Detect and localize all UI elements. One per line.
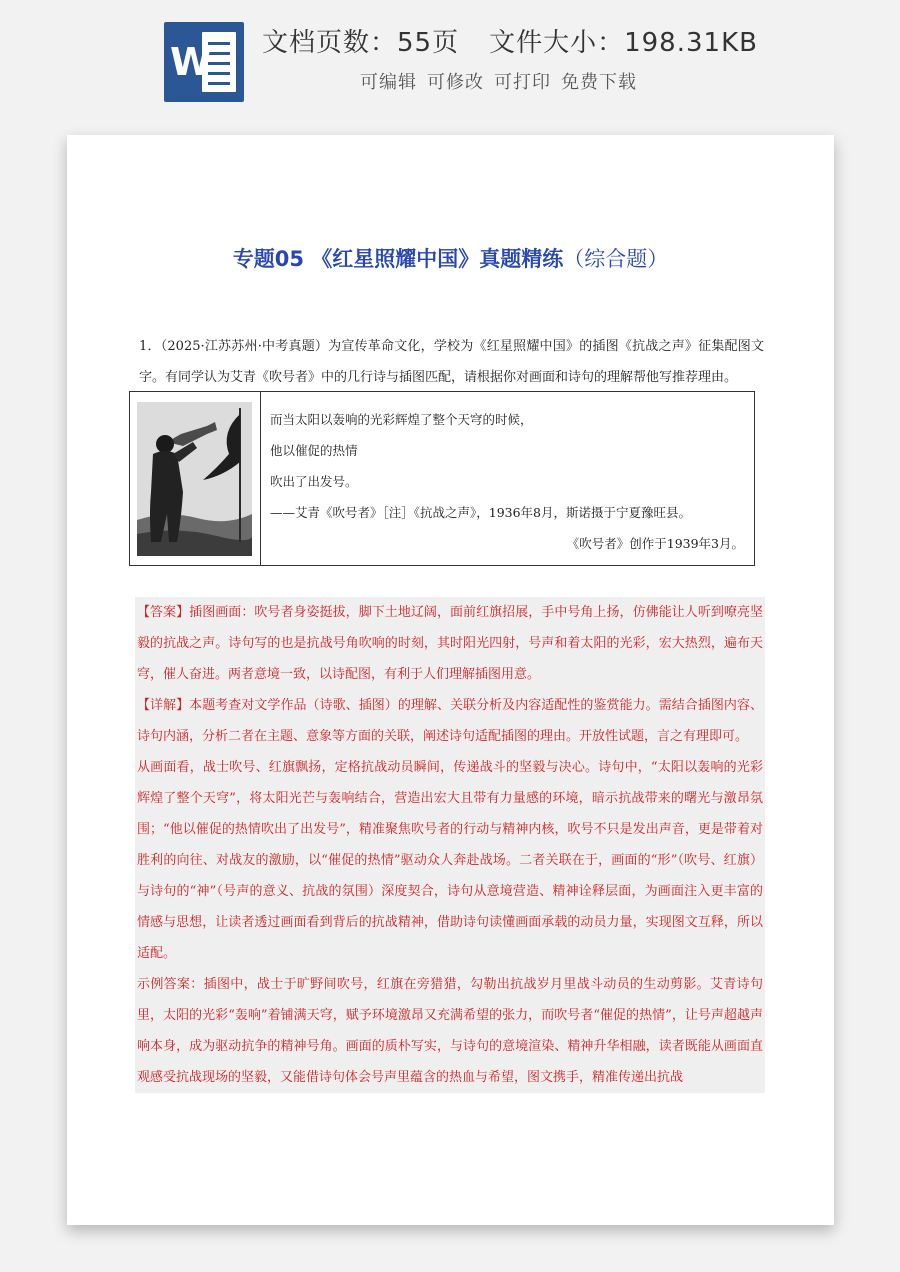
document-page — [67, 135, 834, 1225]
poem-figure-box — [129, 391, 755, 566]
file-meta — [262, 22, 758, 59]
feature-printable: 可打印 — [494, 72, 551, 93]
poem-text — [270, 404, 744, 559]
poem-note: 《吹号者》创作于1939年3月。 — [566, 536, 744, 551]
poem-line: 而当太阳以轰响的光彩辉煌了整个天穹的时候， — [270, 412, 533, 427]
answer-paragraph: 【答案】插图画面：吹号者身姿挺拔，脚下土地辽阔，面前红旗招展，手中号角上扬，仿佛能让人听到嘹亮坚毅的抗战之声。诗句写的也是抗战号角吹响的时刻，其时阳光四射，号声和着太阳的光彩，宏大热烈，遍布天穹，催人奋进。两者意境一致，以诗配图，有利于人们理解插图用意。 — [135, 597, 765, 690]
feature-list — [360, 68, 637, 94]
file-size: 文件大小：198.31KB — [489, 28, 758, 58]
word-doc-icon — [164, 22, 244, 102]
download-banner — [0, 0, 900, 120]
figure-cell — [130, 392, 261, 565]
title-sub: （综合题） — [563, 247, 669, 271]
page-count: 文档页数：55页 — [262, 28, 460, 58]
analysis-paragraph: 从画面看，战士吹号、红旗飘扬，定格抗战动员瞬间，传递战斗的坚毅与决心。诗句中，“太阳以轰响的光彩辉煌了整个天穹”，将太阳光芒与轰响结合，营造出宏大且带有力量感的环境，暗示抗战带来的曙光与激昂氛围；“他以催促的热情吹出了出发号”，精准聚焦吹号者的行动与精神内核，吹号不只是发出声音，更是带着对胜利的向往、对战友的激励，以“催促的热情”驱动众人奔赴战场。二者关联在于，画面的“形”（吹号、红旗）与诗句的“神”（号声的意义、抗战的氛围）深度契合，诗句从意境营造、精神诠释层面，为画面注入更丰富的情感与思想，让读者透过画面看到背后的抗战精神，借助诗句读懂画面承载的动员力量，实现图文互释，所以适配。 — [135, 752, 765, 969]
poem-line: 吹出了出发号。 — [270, 474, 358, 489]
question-text: 1．（2025·江苏苏州·中考真题）为宣传革命文化，学校为《红星照耀中国》的插图《抗战之声》征集配图文字。有同学认为艾青《吹号者》中的几行诗与插图匹配，请根据你对画面和诗句的理解帮他写推荐理由。 — [139, 339, 764, 385]
word-letter: W — [170, 40, 212, 84]
page-title — [67, 243, 834, 273]
sample-answer-paragraph: 示例答案：插图中，战士于旷野间吹号，红旗在旁猎猎，勾勒出抗战岁月里战斗动员的生动剪影。艾青诗句里，太阳的光彩“轰响”着铺满天穹，赋予环境激昂又充满希望的张力，而吹号者“催促的热情”，让号声超越声响本身，成为驱动抗争的精神号角。画面的质朴写实，与诗句的意境渲染、精神升华相融，读者既能从画面直观感受抗战现场的坚毅，又能借诗句体会号声里蕴含的热血与希望，图文携手，精准传递出抗战 — [135, 969, 765, 1093]
feature-free-download: 免费下载 — [561, 72, 637, 93]
explanation-paragraph: 【详解】本题考查对文学作品（诗歌、插图）的理解、关联分析及内容适配性的鉴赏能力。需结合插图内容、诗句内涵，分析二者在主题、意象等方面的关联，阐述诗句适配插图的理由。开放性试题，言之有理即可。 — [135, 690, 765, 752]
poem-line: 他以催促的热情 — [270, 443, 358, 458]
poem-attribution: ——艾青《吹号者》［注］《抗战之声》，1936年8月，斯诺摄于宁夏豫旺县。 — [270, 505, 692, 520]
answer-block — [135, 597, 765, 1093]
title-main: 专题05 《红星照耀中国》真题精练 — [232, 247, 564, 271]
feature-editable: 可编辑 — [360, 72, 417, 93]
bugler-illustration — [137, 402, 252, 556]
feature-modifiable: 可修改 — [427, 72, 484, 93]
bugler-photo — [137, 402, 252, 556]
